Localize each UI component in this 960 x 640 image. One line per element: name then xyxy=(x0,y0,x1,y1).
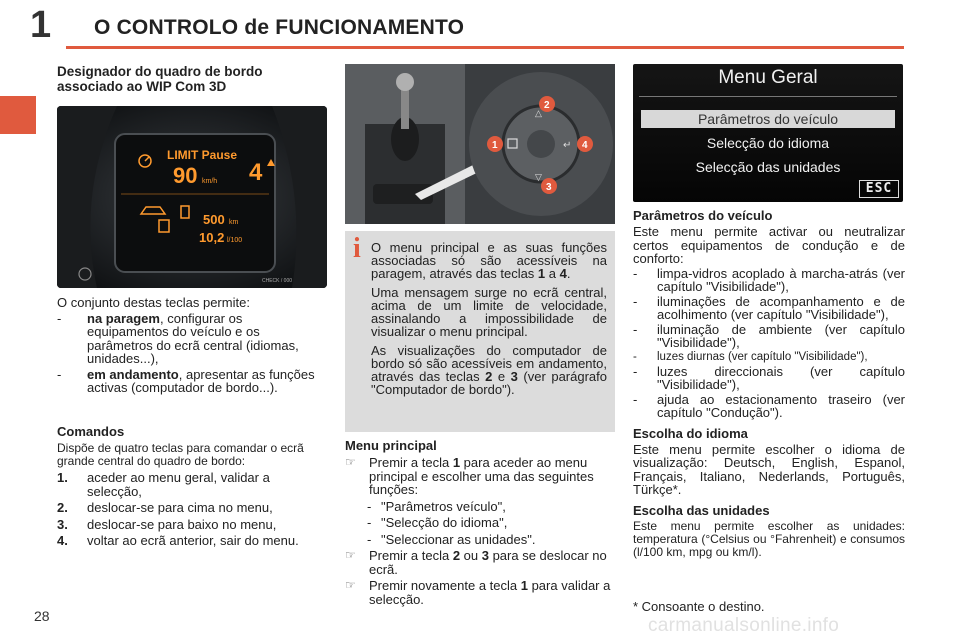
esc-label: ESC xyxy=(859,180,899,198)
info-paragraph: Uma mensagem surge no ecrã central, acima de um limite de velocidade, assinalando a impossibilidade de visualizar o menu principal. xyxy=(371,285,607,339)
list-item xyxy=(57,534,327,548)
chapter-number: 1 xyxy=(30,4,52,46)
watermark: carmanualsonline.info xyxy=(648,615,840,636)
list-text: aceder ao menu geral, validar a selecção, xyxy=(87,470,270,499)
list-text: voltar ao ecrã anterior, sair do menu. xyxy=(87,533,299,548)
page-number: 28 xyxy=(34,608,50,624)
list-item: - luzes diurnas (ver capítulo "Visibilidade"), xyxy=(633,350,868,363)
list-marker: - xyxy=(57,366,62,382)
page-title: O CONTROLO de FUNCIONAMENTO xyxy=(94,16,465,39)
list-text: , apresentar as funções activas (computador de bordo...). xyxy=(87,366,315,395)
menu-item-units: Selecção das unidades xyxy=(695,159,841,175)
menu-item-language: Selecção do idioma xyxy=(706,135,830,151)
list-number: 2. xyxy=(57,500,68,515)
list-number: 4. xyxy=(57,533,68,548)
key-2-label: 2 xyxy=(544,100,550,111)
intro-text: O conjunto destas teclas permite: xyxy=(57,295,250,310)
section-heading-designator: Designador do quadro de bordo associado ao WIP Com 3D xyxy=(57,64,263,94)
header-rule xyxy=(66,46,904,49)
hand-icon: ☞ xyxy=(345,578,356,592)
menu-screen-title: Menu Geral xyxy=(718,67,818,88)
main-menu-heading: Menu principal xyxy=(345,438,437,453)
list-number: 3. xyxy=(57,516,68,532)
hand-icon: ☞ xyxy=(345,548,356,562)
vehicle-params-text: Este menu permite activar ou neutralizar certos equipamentos de condução e de conforto: xyxy=(633,224,905,266)
list-item: - "Parâmetros veículo", xyxy=(367,498,506,514)
dash-gear: 4 xyxy=(249,159,263,186)
hand-icon: ☞ xyxy=(345,455,356,469)
info-paragraph: O menu principal e as suas funções associadas só são acessíveis na paragem, através das teclas 1 a 4. xyxy=(371,240,607,281)
dash-range-unit: km xyxy=(229,219,239,226)
list-text: , configurar os equipamentos do veículo e os parâmetros do ecrã central (idiomas, unidades...), xyxy=(87,310,299,366)
chapter-tab xyxy=(0,96,36,134)
list-item xyxy=(57,368,327,395)
key-4-label: 4 xyxy=(582,140,588,151)
instrument-panel-graphic xyxy=(57,106,327,288)
list-marker: - xyxy=(57,310,62,326)
info-paragraph: As visualizações do computador de bordo só são acessíveis em andamento, através das teclas 2 e 3 (ver parágrafo "Computador de bordo"). xyxy=(371,343,607,397)
step-item: ☞ Premir novamente a tecla 1 para validar a selecção. xyxy=(345,578,611,607)
svg-text:▽: ▽ xyxy=(535,172,542,182)
dash-consumption: 10,2 xyxy=(199,230,225,245)
list-item xyxy=(57,312,327,366)
dash-range: 500 xyxy=(203,212,225,227)
list-item: - ajuda ao estacionamento traseiro (ver capítulo "Condução"). xyxy=(633,391,905,420)
list-number: 1. xyxy=(57,470,68,485)
commands-intro: Dispõe de quatro teclas para comandar o ecrã grande central do quadro de bordo: xyxy=(57,441,304,468)
language-text: Este menu permite escolher o idioma de visualização: Deutsch, English, Espanol, Français, Italiano, Nederlands, Português, Türkçe*. xyxy=(633,441,905,497)
menu-item-vehicle-params: Parâmetros do veículo xyxy=(641,110,895,128)
steering-controls-image xyxy=(345,64,615,224)
key-1-label: 1 xyxy=(492,140,498,151)
commands-heading: Comandos xyxy=(57,424,125,439)
step-item: ☞ Premir a tecla 1 para aceder ao menu principal e escolher uma das seguintes funções: xyxy=(345,455,594,497)
units-text: Este menu permite escolher as unidades: temperatura (°Celsius ou °Fahrenheit) e consumos (l/100 km, mpg ou km/l). xyxy=(633,518,905,559)
dash-consumption-unit: l/100 xyxy=(227,237,243,244)
list-item: - iluminações de acompanhamento e de acolhimento (ver capítulo "Visibilidade"), xyxy=(633,293,905,322)
units-heading: Escolha das unidades xyxy=(633,502,770,518)
menu-screen-image xyxy=(633,64,903,202)
instrument-panel-image xyxy=(57,106,327,288)
list-item: - "Selecção do idioma", xyxy=(367,515,508,530)
svg-text:△: △ xyxy=(535,108,542,118)
list-item: - iluminação de ambiente (ver capítulo "Visibilidade"), xyxy=(633,321,905,350)
list-item xyxy=(57,518,327,532)
dash-speed: 90 xyxy=(173,163,198,188)
step-item: ☞ Premir a tecla 2 ou 3 para se deslocar no ecrã. xyxy=(345,548,607,577)
steering-controls-graphic xyxy=(345,64,615,224)
dash-speed-unit: km/h xyxy=(202,178,218,185)
footnote: * Consoante o destino. xyxy=(633,599,765,614)
list-text: deslocar-se para baixo no menu, xyxy=(87,516,277,532)
list-text: deslocar-se para cima no menu, xyxy=(87,500,273,515)
info-box xyxy=(345,231,615,432)
list-item xyxy=(57,501,327,515)
menu-divider xyxy=(639,96,897,97)
bold-term: em andamento xyxy=(87,366,179,382)
vehicle-params-heading: Parâmetros do veículo xyxy=(633,208,773,223)
dash-limit-label: LIMIT Pause xyxy=(167,148,238,162)
key-3-label: 3 xyxy=(546,182,552,193)
language-heading: Escolha do idioma xyxy=(633,425,748,441)
list-item: - limpa-vidros acoplado à marcha-atrás (ver capítulo "Visibilidade"), xyxy=(633,265,905,294)
info-icon: i xyxy=(353,233,361,264)
bold-term: na paragem xyxy=(87,310,160,326)
dash-code: CHECK / 000 xyxy=(262,278,293,284)
list-item: - "Seleccionar as unidades". xyxy=(367,531,536,547)
list-item: - luzes direccionais (ver capítulo "Visibilidade"), xyxy=(633,363,905,392)
list-item xyxy=(57,471,327,498)
svg-text:↵: ↵ xyxy=(563,140,572,151)
